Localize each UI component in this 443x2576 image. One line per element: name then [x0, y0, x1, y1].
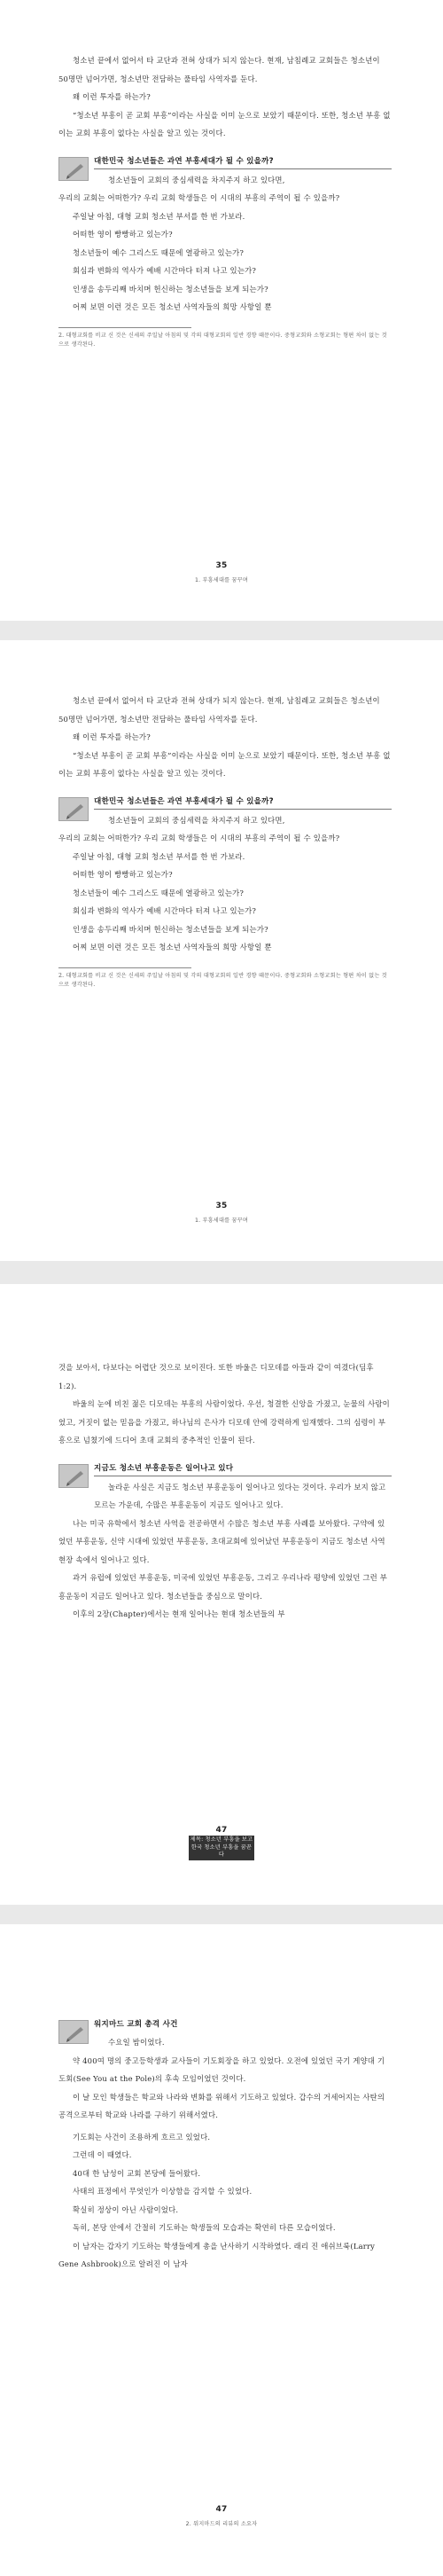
book-page-1: [0, 0, 443, 621]
section-line: 청소년들이 예수 그리스도 때문에 열광하고 있는가?: [73, 247, 245, 257]
body-paragraph: 청소년 끝에서 없어서 타 교단과 전혀 상대가 되지 않는다. 현재, 남침례교 교회들은 청소년이 50명만 넘어가면, 청소년만 전담하는 풀타임 사역자를 둔다.: [58, 56, 380, 83]
body-paragraph: 왜 이런 투자를 하는가?: [73, 92, 151, 101]
book-page-4: [0, 1924, 443, 2576]
section-line: 이 날 모인 학생들은 학교와 나라와 변화를 위해서 기도하고 있었다. 갑수의 거세어지는 사탄의 공격으로부터 학교와 나라를 구하기 위해서였다.: [58, 2092, 385, 2119]
body-paragraph: 청소년 끝에서 없어서 타 교단과 전혀 상대가 되지 않는다. 현재, 남침례교 교회들은 청소년이 50명만 넘어가면, 청소년만 전담하는 풀타임 사역자를 둔다.: [58, 696, 380, 724]
running-head-line: 한국 청소년 부흥을 꿈꾼다: [190, 1844, 253, 1858]
body-paragraph: 왜 이런 투자를 하는가?: [73, 732, 151, 741]
section-line: 과거 유럽에 있었던 부흥운동, 미국에 있었던 부흥운동, 그리고 우리나라 평양에 있었던 그런 부흥운동이 지금도 일어나고 있다. 청소년들을 중심으로 말이다.: [58, 1573, 388, 1601]
body-line: 40대 한 남성이 교회 본당에 들어왔다.: [73, 2168, 201, 2178]
section-line: 주일날 아침, 대형 교회 청소년 부서를 한 번 가보라.: [73, 851, 245, 861]
pen-icon: [58, 797, 89, 821]
body-paragraph: “청소년 부흥이 곧 교회 부흥”이라는 사실을 이미 눈으로 보았기 때문이다. 또한, 청소년 부흥 없이는 교회 부흥이 없다는 사실을 알고 있는 것이다.: [58, 750, 391, 778]
section-line: 주일날 아침, 대형 교회 청소년 부서를 한 번 가보라.: [73, 211, 245, 221]
pen-icon: [58, 1464, 89, 1488]
footnote-divider: [58, 967, 191, 968]
body-line: 사태의 표정에서 무엇인가 이상함을 감지할 수 있었다.: [73, 2187, 253, 2196]
section-line: 청소년들이 교회의 중심세력을 차지주지 하고 있다면,: [108, 175, 285, 184]
section-line: 어찌 보면 이런 것은 모든 청소년 사역자들의 희망 사항일 뿐: [73, 943, 272, 951]
section-line: 수요일 밤이었다.: [108, 2038, 165, 2047]
footnote: 2. 대형교회를 비교 신 것은 신세의 주일날 아침의 및 각의 대형교회의 일반 경향 때문이다. 중형교회와 소형교회는 형편 차이 없는 것으로 생각된다.: [58, 332, 387, 348]
section-line: 청소년들이 교회의 중심세력을 차지주지 하고 있다면,: [108, 815, 285, 825]
section-line: 나는 미국 유학에서 청소년 사역을 전공하면서 수많은 청소년 부흥 사례를 보아왔다. 구약에 있었던 부흥운동, 신약 시대에 있었던 부흥운동, 초대교회에 있어났던 부흥운동이 지금도 청소년 사역 현장 속에서 일어나고 있다.: [58, 1518, 385, 1564]
page-number: 47: [215, 2505, 228, 2514]
running-head: 1. 부흥세대를 꿈꾸며: [194, 1218, 249, 1224]
book-page-3: [0, 1284, 443, 1905]
pen-icon: [58, 2020, 89, 2044]
section-block: [58, 1462, 392, 1515]
section-line: 어떠한 영이 빵빵하고 있는가?: [73, 230, 173, 239]
section-line: 회심과 변화의 역사가 예배 시간마다 터져 나고 있는가?: [73, 906, 257, 915]
body-line: 독히, 본당 안에서 간절히 기도하는 학생들의 모습과는 확연히 다른 모습이었다.: [73, 2223, 336, 2232]
section-line: 어찌 보면 이런 것은 모든 청소년 사역자들의 희망 사항일 뿐: [73, 302, 272, 311]
section-line: 회심과 변화의 역사가 예배 시간마다 터져 나고 있는가?: [73, 266, 257, 275]
body-paragraph: 것을 보아서, 다보다는 어렵단 것으로 보이진다. 또한 바울은 디모데를 아들과 같이 여겼다(딤후 1:2).: [58, 1363, 374, 1390]
footnote: 2. 대형교회를 비교 신 것은 신세의 주일날 아침의 및 각의 대형교회의 일반 경향 때문이다. 중형교회와 소형교회는 형편 차이 없는 것으로 생각된다.: [58, 972, 387, 988]
running-head: 1. 부흥세대를 꿈꾸며: [194, 577, 249, 583]
section-line: 어떠한 영이 빵빵하고 있는가?: [73, 870, 173, 879]
footnote-divider: [58, 327, 191, 328]
section-title: 대한민국 청소년들은 과연 부흥세대가 될 수 있을까?: [94, 795, 392, 810]
running-head-line: 제목: 청소년 부흥을 보고: [190, 1836, 253, 1843]
section-title: 워지마드 교회 총격 사건: [94, 2020, 178, 2029]
book-page-2: [0, 640, 443, 1261]
section-line: 약 400여 명의 중고등학생과 교사들이 기도회장을 하고 있었다. 오전에 있었던 국기 게양대 기도회(See You at the Pole)의 후속 모임이었던 것이다.: [58, 2055, 385, 2083]
page-number: 35: [215, 1202, 228, 1210]
section-line: 인생을 송두리째 바치며 헌신하는 청소년들을 보게 되는가?: [73, 924, 268, 934]
section-line: 우리의 교회는 어떠한가? 우리 교회 학생들은 이 시대의 부흥의 주역이 될 수 있을까?: [58, 193, 340, 202]
section-line: 이후의 2장(Chapter)에서는 현재 일어나는 현대 청소년들의 부: [73, 1609, 285, 1618]
running-head-box: [189, 1836, 254, 1860]
section-line: 인생을 송두리째 바치며 헌신하는 청소년들을 보게 되는가?: [73, 284, 268, 294]
body-line: 기도회는 사건이 조용하게 흐르고 있었다.: [73, 2132, 211, 2141]
section-block: [58, 795, 392, 830]
running-head: 2. 워지마드의 리뷰의 소요자: [185, 2521, 258, 2527]
section-title: 대한민국 청소년들은 과연 부흥세대가 될 수 있을까?: [94, 155, 392, 169]
body-line: 그런데 이 때였다.: [73, 2150, 132, 2159]
body-line: 확실히 정상이 아닌 사람이었다.: [73, 2204, 179, 2214]
pen-icon: [58, 157, 89, 181]
section-block: [58, 2018, 392, 2052]
section-line: 우리의 교회는 어떠한가? 우리 교회 학생들은 이 시대의 부흥의 주역이 될 수 있을까?: [58, 834, 340, 842]
body-paragraph: “청소년 부흥이 곧 교회 부흥”이라는 사실을 이미 눈으로 보았기 때문이다. 또한, 청소년 부흥 없이는 교회 부흥이 없다는 사실을 알고 있는 것이다.: [58, 110, 391, 137]
body-paragraph: 바울의 눈에 비친 젊은 디모데는 부흥의 사람이었다. 우선, 청결한 신앙을 가졌고, 눈물의 사람이었고, 거짓이 없는 믿음을 가졌고, 하나님의 은사가 디모데 안에 강력하게 임재했다. 그의 심령이 부흥으로 넘쳤기에 드디어 초대 교회의 중추적인 인물이 된다.: [58, 1399, 390, 1445]
section-title: 지금도 청소년 부흥운동은 일어나고 있다: [94, 1462, 392, 1476]
section-line: 청소년들이 예수 그리스도 때문에 열광하고 있는가?: [73, 888, 245, 897]
section-block: [58, 155, 392, 190]
body-line: 이 남자는 갑자기 기도하는 학생들에게 총을 난사하기 시작하였다. 래리 진 애쉬브룩(Larry Gene Ashbrook)으로 알려진 이 남자: [58, 2241, 376, 2268]
section-line: 놀라운 사실은 지금도 청소년 부흥운동이 일어나고 있다는 것이다. 우리가 보지 않고 모르는 가운데, 수많은 부흥운동이 지금도 일어나고 있다.: [94, 1482, 386, 1509]
page-number: 35: [215, 561, 228, 570]
page-number: 47: [215, 1826, 228, 1835]
